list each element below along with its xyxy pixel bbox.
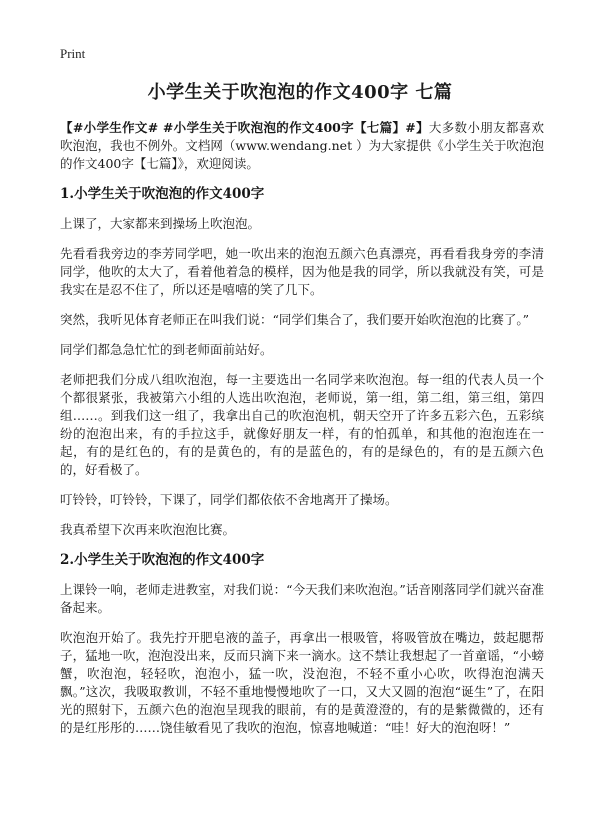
section-heading-2: 2.小学生关于吹泡泡的作文400字 [60, 552, 265, 568]
paragraph: 吹泡泡开始了。我先拧开肥皂液的盖子，再拿出一根吸管，将吸管放在嘴边，鼓起腮帮子，猛地一吹，泡泡没出来，反而只滴下来一滴水。这不禁让我想起了一首童谣，“小螃蟹，吹泡泡，轻轻吹，泡泡小，猛一吹，没泡泡，不轻不重小心吹，吹得泡泡满天飘。”这次，我吸取教训，不轻不重地慢慢地吹了一口，又大又圆的泡泡“诞生”了，在阳光的照射下，五颜六色的泡泡呈现我的眼前，有的是黄澄澄的，有的是紫微微的，还有的是红彤彤的……饶佳敏看见了我吹的泡泡，惊喜地喊道：“哇！好大的泡泡呀！” [60, 630, 544, 735]
paragraph: 老师把我们分成八组吹泡泡，每一主要选出一名同学来吹泡泡。每一组的代表人员一个个都很紧张，我被第六小组的人选出吹泡泡，老师说，第一组，第二组，第三组，第四组……。到我们这一组了，我拿出自己的吹泡泡机，朝天空开了许多五彩六色，五彩缤纷的泡泡出来，有的手拉这手，就像好朋友一样，有的怕孤单，和其他的泡泡连在一起，有的是红色的，有的是黄色的，有的是蓝色的，有的是绿色的，有的是五颜六色的，好看极了。 [60, 372, 544, 477]
intro-text: 大多数小朋友都喜欢吹泡泡，我也不例外。文档网（www.wendang.net ）为大家提供《小学生关于吹泡泡的作文400字【七篇】》，欢迎阅读。 [60, 120, 544, 171]
section-heading-1: 1.小学生关于吹泡泡的作文400字 [60, 186, 265, 202]
intro-paragraph [60, 119, 544, 173]
paragraph: 叮铃铃，叮铃铃，下课了，同学们都依依不舍地离开了操场。 [60, 492, 398, 507]
paragraph: 我真希望下次再来吹泡泡比赛。 [60, 522, 236, 537]
print-label: Print [60, 46, 86, 61]
paragraph: 上课铃一响，老师走进教室，对我们说：“今天我们来吹泡泡。”话音刚落同学们就兴奋准备起来。 [60, 582, 544, 615]
paragraph: 先看看我旁边的李芳同学吧，她一吹出来的泡泡五颜六色真漂亮，再看看我身旁的李清同学，他吹的太大了，看着他着急的模样，因为他是我的同学，所以我就没有笑，可是我实在是忍不住了，所以还是嘻嘻的笑了几下。 [60, 246, 544, 297]
page-title: 小学生关于吹泡泡的作文400字 七篇 [147, 82, 453, 103]
document-body [60, 119, 544, 749]
paragraph: 上课了，大家都来到操场上吹泡泡。 [60, 216, 261, 231]
intro-tags: 【#小学生作文# #小学生关于吹泡泡的作文400字【七篇】#】 [60, 120, 429, 135]
paragraph: 同学们都急急忙忙的到老师面前站好。 [60, 342, 273, 357]
paragraph: 突然，我听见体育老师正在叫我们说：“同学们集合了，我们要开始吹泡泡的比赛了。” [60, 312, 530, 327]
